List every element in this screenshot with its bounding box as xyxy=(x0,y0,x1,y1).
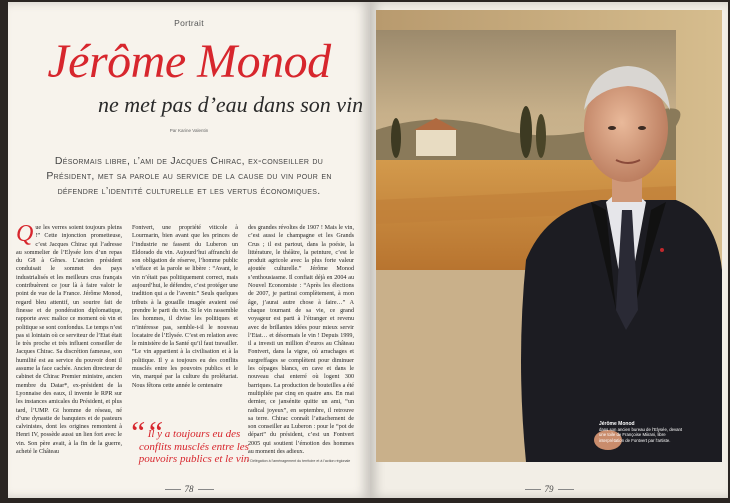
section-rubric: Portrait xyxy=(174,18,204,28)
caption-text: dans son ancien bureau de l’Elysée, devant une toile de Françoise Miirani, libre interprétation de Fontvert par l’artiste. xyxy=(599,427,683,443)
column-1-text: ue les verres soient toujours pleins !” Cette injonction prometteuse, c’est Jacques Chirac qui l’adresse au sommelier de l’Elysée lors d’un repas du G8 à Gênes. L’ancien président conduisait le sommet des pays industrialisés et les meilleurs crus français contribuèrent ce jour là à faire valoir le point de vue de la France. Jérôme Monod, regard bleu attentif, un sourire fait de finesse et de pondération diplomatique, rapporte avec malice ce moment où vin et politique se sont confondus. Le temps n’est pas si lointain où ce serviteur de l’Etat était le très proche et très influent conseiller de Jacques Chirac. Sa discrétion fameuse, son humilité est au service du pouvoir dont il assume la face cachée. Ancien directeur de cabinet de Chirac Premier ministre, ancien membre du Datar*, ex-président de la Lyonnaise des eaux, il invente le RPR sur les instances amicales du Président, et plus tard, l’UMP. Gt homme de réseau, né d’une dynastie de banquiers et de pasteurs calvinistes, dont les origines remontent à Henri IV, possède aussi un lien fort avec le vin. Son père avait, à la fin de la guerre, acheté le Château xyxy=(16,225,122,456)
folio-rule xyxy=(558,489,574,490)
page-number-left xyxy=(8,484,370,494)
photo-caption xyxy=(599,422,689,443)
text-column-1 xyxy=(16,224,122,460)
folio-right-number: 79 xyxy=(544,484,554,494)
right-page xyxy=(370,2,728,498)
folio-rule xyxy=(198,489,214,490)
column-3-text: des grandes révoltes de 1907 ! Mais le vin, c’est aussi le champagne et les Grands Crus ; il est partout, dans la poésie, la littérature, le théâtre, la peinture, c’est le produit agricole avec la plus forte valeur ajoutée culturelle.” Jérôme Monod s’enthousiasme. Il confiait déjà en 2004 au Nouvel Economiste : “Après les élections de 2007, je partirai complètement, à mon âge, j’aurai autre chose à faire…” A chaque tournant de sa vie, ce grand voyageur est parti à l’étranger et revenu avec de brillantes idées pour mieux servir l’Etat… et désormais le vin ! Depuis 1999, il a investi un million d’euros au Château Fontvert, dans la vigne, où arrachages et surgreffages se complètent pour diminuer les cépages blancs, en cave et dans le nouveau chai enterré où logent 300 barriques. La production de bouteilles a été multipliée par cinq en quatre ans. En mai dernier, ce jansénite quitte un ami, “un radical joyeux”, en septembre, il retrouve sa terre. Chirac connaît l’attachement de son conseiller au Luberon : pour le “pot de départ” du président, c’est un Fontvert 2005 qui soutient l’émotion des hommes au moment des adieux. xyxy=(248,225,354,456)
pull-quote-text: Il y a toujours eu des conflits musclés entre les pouvoirs publics et le vin xyxy=(138,428,250,465)
article-lead: Désormais libre, l’ami de Jacques Chirac, ex-conseiller du Président, met sa parole au service de la cause du vin pour en défendre l’identité culturelle et les vertus économiques. xyxy=(46,155,332,197)
caption-name: Jérôme Monod xyxy=(599,421,635,427)
text-column-3 xyxy=(248,224,354,456)
article-title: Jérôme Monod xyxy=(47,35,331,88)
page-number-right xyxy=(370,484,728,494)
quote-mark-icon: ““ xyxy=(128,414,164,450)
folio-rule xyxy=(165,489,181,490)
portrait-photo xyxy=(376,10,722,462)
column-2-text: Fontvert, une propriété viticole à Lourmarin, bien avant que les princes de l’industrie ne fassent du Luberon un Eldorado du vin. Aujourd’hui affranchi de son obligation de réserve, l’homme public s’efface et la parole se libère : “Avant, le vin n’était pas politiquement correct, mais aujourd’hui, le défendre, c’est protéger une tradition qui a de l’avenir.” Seuls quelques tributs à la gouaille imagée avaient osé prendre le parti du vin. Si le vin rassemble les hommes, il divise les politiques et n’intéresse pas, semble-t-il le nouveau locataire de l’Elysée. C’est en relation avec le ministère de la Santé qu’il faut travailler. “Le vin appartient à la civilisation et à la politique. Il y a toujours eu des conflits musclés entre les pouvoirs publics et le vin, marqué par la culture du prolétariat. Nous fêtons cette année le centenaire xyxy=(132,225,238,389)
footnote: * Délégation à l’aménagement du territoire et à l’action régionale xyxy=(248,459,351,463)
portrait-illustration xyxy=(376,10,722,462)
left-page xyxy=(8,2,370,498)
folio-rule xyxy=(525,489,541,490)
byline: Par Karine Valentin xyxy=(169,128,209,133)
drop-cap: Q xyxy=(16,224,34,247)
folio-left-number: 78 xyxy=(184,484,194,494)
article-subtitle: ne met pas d’eau dans son vin xyxy=(98,92,364,117)
